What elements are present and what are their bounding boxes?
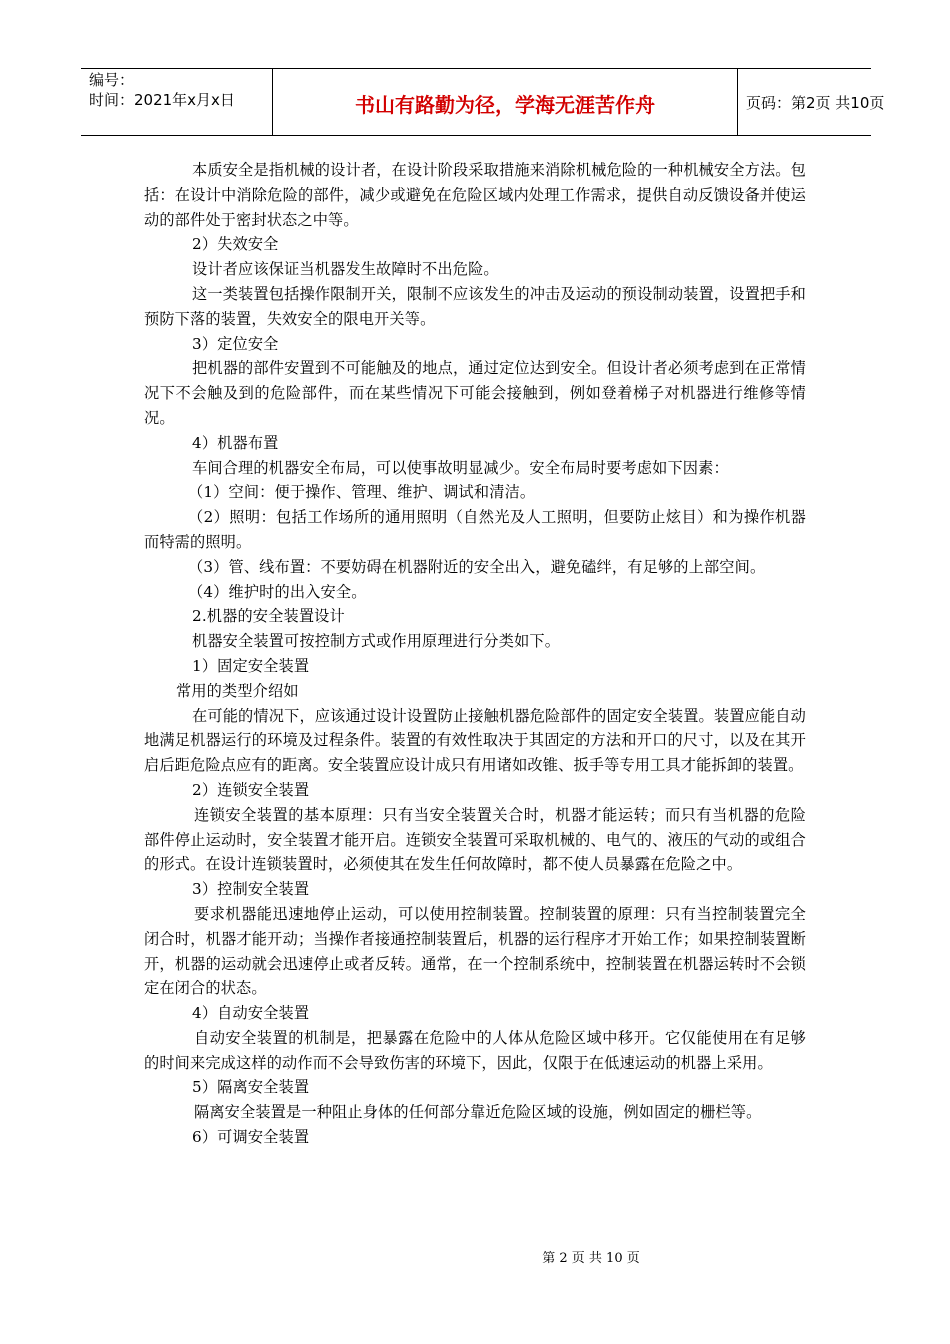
body-paragraph: 把机器的部件安置到不可能触及的地点，通过定位达到安全。但设计者必须考虑到在正常情况下不会触及到的危险部件，而在某些情况下可能会接触到，例如登着梯子对机器进行维修等情况。 [144, 359, 806, 427]
header-page-cell [738, 69, 885, 135]
body-paragraph: 2.机器的安全装置设计 [192, 607, 345, 626]
body-paragraph: 5）隔离安全装置 [192, 1078, 310, 1097]
body-paragraph: （2）照明：包括工作场所的通用照明（自然光及人工照明，但要防止炫目）和为操作机器而特需的照明。 [144, 508, 806, 551]
body-paragraph: 3）控制安全装置 [192, 880, 310, 899]
body-paragraph: 设计者应该保证当机器发生故障时不出危险。 [192, 260, 499, 279]
document-date: 时间：2021年x月x日 [89, 91, 235, 109]
header-motto-cell [273, 69, 738, 135]
body-paragraph: 车间合理的机器安全布局，可以使事故明显减少。安全布局时要考虑如下因素： [192, 458, 729, 477]
body-paragraph: （3）管、线布置：不要妨碍在机器附近的安全出入，避免磕绊，有足够的上部空间。 [188, 557, 766, 576]
body-paragraph: 自动安全装置的机制是，把暴露在危险中的人体从危险区域中移开。它仅能使用在有足够的时间来完成这样的动作而不会导致伤害的环境下，因此，仅限于在低速运动的机器上采用。 [144, 1028, 806, 1072]
page-header [81, 68, 885, 136]
body-paragraph: 连锁安全装置的基本原理：只有当安全装置关合时，机器才能运转；而只有当机器的危险部件停止运动时，安全装置才能开启。连锁安全装置可采取机械的、电气的、液压的气动的或组合的形式。在设计连锁装置时，必须使其在发生任何故障时，都不使人员暴露在危险之中。 [144, 805, 806, 874]
body-paragraph: 4）自动安全装置 [192, 1004, 310, 1023]
body-paragraph: 2）连锁安全装置 [192, 780, 310, 799]
document-number-label: 编号： [89, 71, 135, 89]
body-paragraph: 常用的类型介绍如 [176, 681, 299, 700]
body-paragraph: 要求机器能迅速地停止运动，可以使用控制装置。控制装置的原理：只有当控制装置完全闭合时，机器才能开动；当操作者接通控制装置后，机器的运行程序才开始工作；如果控制装置断开，机器的运动就会迅速停止或者反转。通常，在一个控制系统中，控制装置在机器运转时不会锁定在闭合的状态。 [144, 904, 806, 998]
document-body [144, 158, 806, 1150]
body-paragraph: 这一类装置包括操作限制开关，限制不应该发生的冲击及运动的预设制动装置，设置把手和预防下落的装置，失效安全的限电开关等。 [144, 284, 806, 328]
page-footer: 第 2 页 共 10 页 [542, 1251, 640, 1266]
header-motto: 书山有路勤为径，学海无涯苦作舟 [355, 93, 655, 117]
header-meta-cell [81, 69, 273, 135]
body-paragraph: （1）空间：便于操作、管理、维护、调试和清洁。 [188, 483, 536, 502]
body-paragraph: （4）维护时的出入安全。 [188, 582, 367, 601]
body-paragraph: 3）定位安全 [192, 334, 279, 353]
body-paragraph: 机器安全装置可按控制方式或作用原理进行分类如下。 [192, 632, 561, 651]
body-paragraph: 1）固定安全装置 [192, 656, 310, 675]
body-paragraph: 2）失效安全 [192, 235, 279, 254]
body-paragraph: 隔离安全装置是一种阻止身体的任何部分靠近危险区域的设施，例如固定的栅栏等。 [194, 1103, 762, 1122]
header-page-info: 页码：第2页 共10页 [746, 94, 885, 112]
body-paragraph: 本质安全是指机械的设计者，在设计阶段采取措施来消除机械危险的一种机械安全方法。包括：在设计中消除危险的部件，减少或避免在危险区域内处理工作需求，提供自动反馈设备并使运动的部件处于密封状态之中等。 [144, 161, 806, 229]
body-paragraph: 4）机器布置 [192, 433, 279, 452]
body-paragraph: 6）可调安全装置 [192, 1128, 310, 1147]
body-paragraph: 在可能的情况下，应该通过设计设置防止接触机器危险部件的固定安全装置。装置应能自动地满足机器运行的环境及过程条件。装置的有效性取决于其固定的方法和开口的尺寸，以及在其开启后距危险点应有的距离。安全装置应设计成只有用诸如改锥、扳手等专用工具才能拆卸的装置。 [144, 706, 806, 775]
